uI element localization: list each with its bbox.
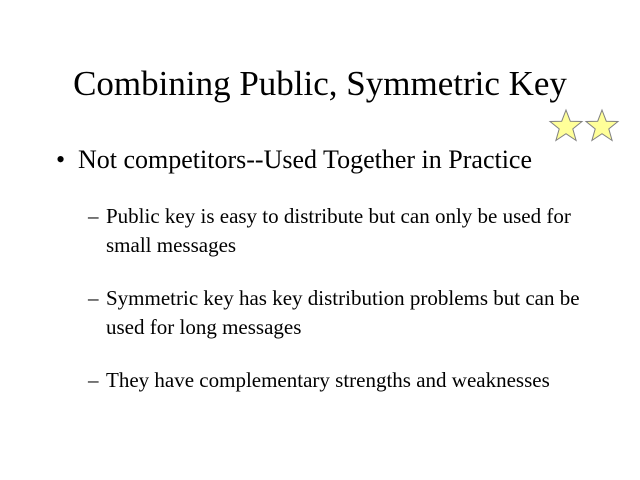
star-decoration — [548, 108, 622, 148]
sub-bullet-text: Public key is easy to distribute but can only be used for small messages — [106, 204, 571, 257]
sub-bullet-symmetric-key — [88, 284, 588, 342]
sub-bullet-complementary — [88, 366, 588, 395]
main-bullet — [56, 143, 532, 177]
sub-bullet-public-key — [88, 202, 588, 260]
main-bullet-text: Not competitors--Used Together in Practice — [78, 145, 533, 174]
star-icon — [548, 108, 584, 144]
dash-marker: – — [88, 204, 99, 228]
slide-title: Combining Public, Symmetric Key — [73, 64, 567, 103]
star-icon — [584, 108, 620, 144]
dash-marker: – — [88, 286, 99, 310]
bullet-marker: • — [56, 145, 66, 174]
sub-bullet-text: Symmetric key has key distribution problems but can be used for long messages — [106, 286, 580, 339]
sub-bullet-text: They have complementary strengths and weaknesses — [106, 368, 550, 392]
dash-marker: – — [88, 368, 99, 392]
